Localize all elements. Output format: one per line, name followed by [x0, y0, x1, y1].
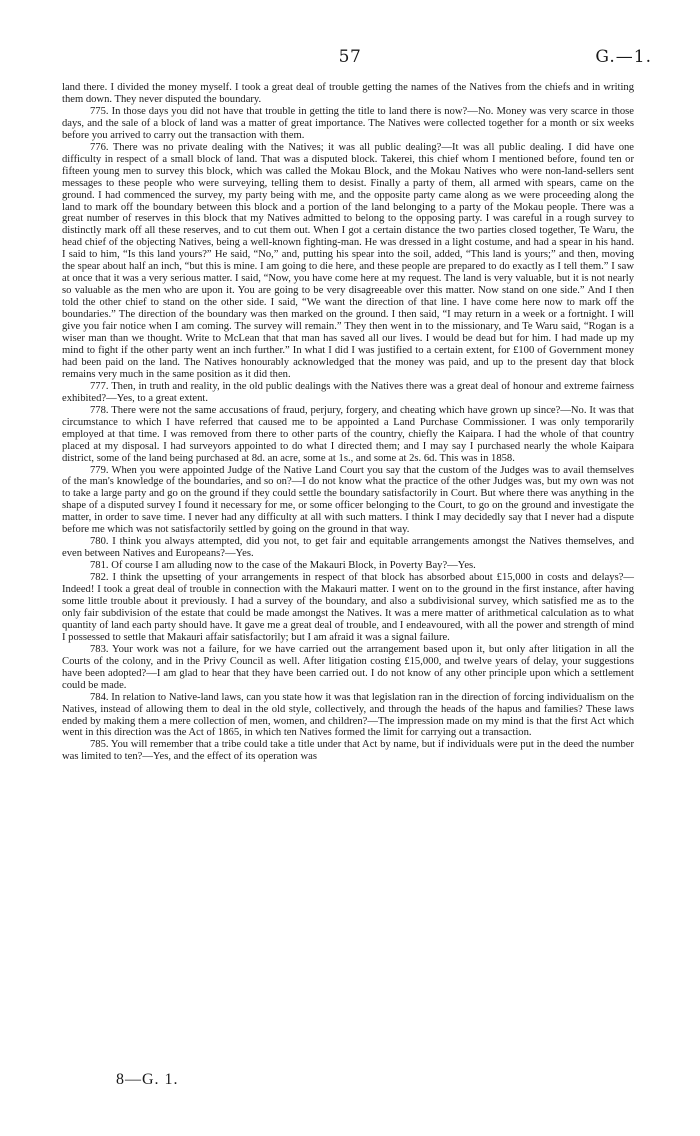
paragraph: 784. In relation to Native-land laws, can you state how it was that legislation ran in the direction of forcing individualism on the Natives, instead of allowing them to deal in the old style, collectively, and through the heads of the hapus and families? These laws ended by making them a mere collection of men, women, and children?—The impression made on my mind is that the first Act which went in this direction was the Act of 1865, in which ten Natives formed the limit for carrying out a transaction.	[62, 691, 634, 739]
document-reference: G.—1.	[595, 47, 652, 67]
paragraph: 785. You will remember that a tribe could take a title under that Act by name, but if individuals were put in the deed the number was limited to ten?—Yes, and the effect of its operation was	[62, 739, 634, 763]
paragraph: 783. Your work was not a failure, for we have carried out the arrangement based upon it, but only after litigation in all the Courts of the colony, and in the Privy Council as well. After litigation costing £15,000, and twelve years of delay, your suggestions have been adopted?—I am glad to hear that they have been carried out. I do not know of any other principle upon which a settlement could be made.	[62, 643, 634, 691]
paragraph: 780. I think you always attempted, did you not, to get fair and equitable arrangements amongst the Natives themselves, and even between Natives and Europeans?—Yes.	[62, 536, 634, 560]
paragraph: 778. There were not the same accusations of fraud, perjury, forgery, and cheating which have grown up since?—No. It was that circumstance to which I have referred that caused me to be appointed a Land Purchase Commissioner. I was only temporarily employed at that time. I was removed from there to other parts of the country, chiefly the Kaipara. I had the whole of that country placed at my disposal. I had surveyors appointed to do what I directed them; and I may say I purchased nearly the whole Kaipara district, some of the land being purchased at 8d. an acre, some at 1s., and some at 2s. 6d. This was in 1858.	[62, 404, 634, 464]
paragraph: 781. Of course I am alluding now to the case of the Makauri Block, in Poverty Bay?—Yes.	[90, 560, 476, 572]
paragraph: 776. There was no private dealing with the Natives; it was all public dealing?—It was all public dealing. I did have one difficulty in respect of a small block of land. That was a disputed block. Takerei, this chief whom I mentioned before, found ten or fifteen young men to survey this block, which was called the Mokau Block, and the Mokau Natives who were non-land-sellers sent messages to these people who were surveying, telling them to desist. Finally a party of them, all armed with spears, came on the ground. I had commenced the survey, my party being with me, and the opposite party came along as we were proceeding along the land to mark off the boundary between this block and a portion of the land belonging to a party of the Mokau people. There was a great number of reserves in this block that my Natives admitted to belong to the opposing party. I was careful in a rough survey to distinctly mark off all these reserves, and to cut them out. When I got a certain distance the two parties closed together, Te Waru, the head chief of the objecting Natives, being a well-known fighting-man. He was dressed in a light costume, and had a spear in his hand. I said to him, “Is this land yours?” He said, “No,” and, putting his spear into the soil, added, “This land is yours;” and then, moving the spear about half an inch, “but this is mine. I am going to die here, and these people are prepared to do exactly as I tell them.” I saw at once that it was a very serious matter. I said, “Now, you have come here at my request. The land is very valuable, but it is not nearly so valuable as the men who are upon it. You are going to be very disagreeable over this matter. Now stand on one side.” And I then told the other chief to stand on the other side. I said, “We want the direction of that line. I have come here now to mark off the boundaries.” The direction of the boundary was then marked on the ground. I then said, “I may return in a week or a fortnight. I will give you fair notice when I am coming. The survey will remain.” They then went in to the missionary, and Te Waru said, “Rogan is a wiser man than we thought. Write to McLean that that man has saved all our lives. I would be dead but for him. I had made up my mind to fight if the other party went an inch further.” In what I did I was justified to a certain extent, for £100 of Government money had been paid on the land. The Natives honourably acknowledged that the money was paid, and up to the present day that block remains very much in the same position as it did then.	[62, 141, 634, 380]
page-number: 57	[338, 47, 362, 67]
page-signature: 8—G. 1.	[116, 1071, 179, 1088]
paragraph: 777. Then, in truth and reality, in the old public dealings with the Natives there was a great deal of honour and extreme fairness exhibited?—Yes, to a great extent.	[62, 380, 634, 404]
paragraph: 779. When you were appointed Judge of the Native Land Court you say that the custom of the Judges was to avail themselves of the man's knowledge of the boundaries, and so on?—I do not know what the practice of the other Judges was, but my own was not to take a large party and go on the ground if they could settle the boundary satisfactorily in Court. But where there was anything in the shape of a disputed survey I found it necessary for me, or some officer belonging to the Court, to go on the ground and investigate the matter, in order to save time. I never had any difficulty at all with such matters. I think I may decidedly say that I never had a dispute before me which was not satisfactorily settled by going on the ground in that way.	[62, 464, 634, 536]
paragraph: 782. I think the upsetting of your arrangements in respect of that block has absorbed about £15,000 in costs and delays?—Indeed! I took a great deal of trouble in connection with the Makauri matter. I went on to the ground in the first instance, after having some little trouble about it previously. I had a survey of the boundary, and also a subdivisional survey, which satisfied me as to the only fair subdivision of the estate that could be made amongst the Natives. It was a mere matter of arithmetical calculation as to what quantity of land each party should have. It gave me a great deal of trouble, and I endeavoured, with all the power and strength of mind I possessed to settle that Makauri affair satisfactorily; but I am afraid it was a signal failure.	[62, 572, 634, 643]
page-body	[62, 82, 634, 763]
paragraph: land there. I divided the money myself. I took a great deal of trouble getting the names of the Natives from the chiefs and in writing them down. They never disputed the boundary.	[62, 82, 634, 105]
paragraph: 775. In those days you did not have that trouble in getting the title to land there is now?—No. Money was very scarce in those days, and the sale of a block of land was a matter of great importance. The Natives were collected together for a month or six weeks before you arrived to carry out the transaction with them.	[62, 105, 634, 141]
